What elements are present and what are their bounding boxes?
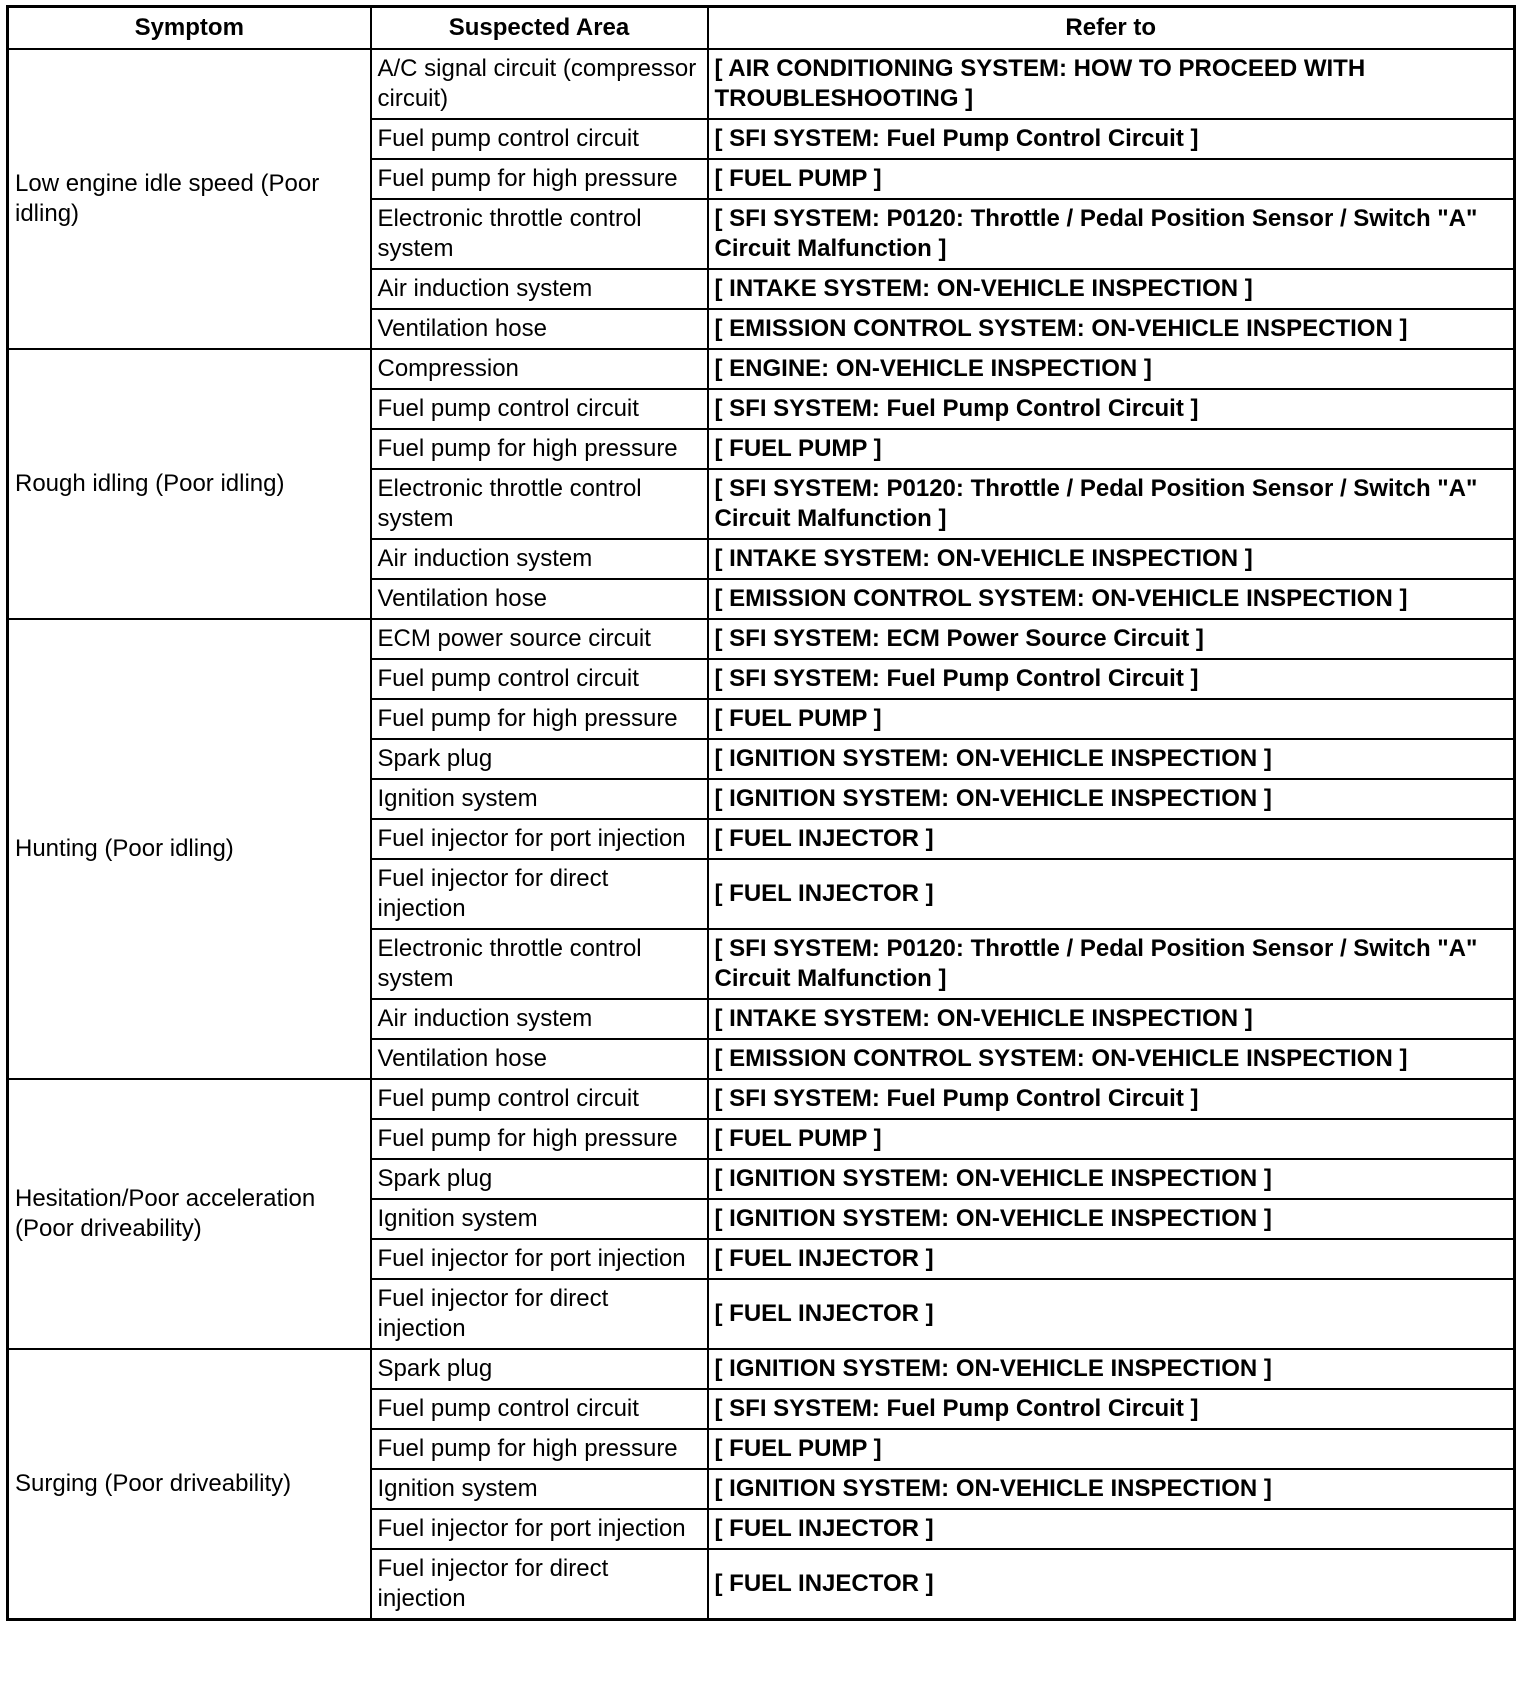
refer-to-cell: [ IGNITION SYSTEM: ON-VEHICLE INSPECTION ]: [708, 1349, 1515, 1389]
refer-to-cell: [ SFI SYSTEM: Fuel Pump Control Circuit ]: [708, 659, 1515, 699]
refer-to-cell: [ EMISSION CONTROL SYSTEM: ON-VEHICLE INSPECTION ]: [708, 1039, 1515, 1079]
suspected-area-cell: Compression: [371, 349, 708, 389]
suspected-area-cell: Fuel pump control circuit: [371, 1079, 708, 1119]
suspected-area-cell: Ignition system: [371, 1469, 708, 1509]
suspected-area-cell: Fuel injector for port injection: [371, 1509, 708, 1549]
refer-to-cell: [ SFI SYSTEM: Fuel Pump Control Circuit ]: [708, 1389, 1515, 1429]
symptom-table: [6, 5, 1516, 1621]
refer-to-cell: [ AIR CONDITIONING SYSTEM: HOW TO PROCEED WITH TROUBLESHOOTING ]: [708, 49, 1515, 119]
suspected-area-cell: Fuel pump for high pressure: [371, 1119, 708, 1159]
refer-to-cell: [ FUEL INJECTOR ]: [708, 859, 1515, 929]
symptom-cell: Low engine idle speed (Poor idling): [8, 49, 371, 349]
suspected-area-cell: Ignition system: [371, 1199, 708, 1239]
suspected-area-cell: Spark plug: [371, 739, 708, 779]
suspected-area-cell: Electronic throttle control system: [371, 929, 708, 999]
table-row: [8, 49, 1515, 119]
refer-to-cell: [ SFI SYSTEM: P0120: Throttle / Pedal Position Sensor / Switch "A" Circuit Malfunction ]: [708, 929, 1515, 999]
refer-to-cell: [ IGNITION SYSTEM: ON-VEHICLE INSPECTION ]: [708, 1159, 1515, 1199]
suspected-area-cell: Fuel pump control circuit: [371, 389, 708, 429]
troubleshooting-document: [6, 5, 1516, 1621]
symptom-cell: Surging (Poor driveability): [8, 1349, 371, 1620]
header-symptom: Symptom: [8, 7, 371, 50]
suspected-area-cell: Spark plug: [371, 1159, 708, 1199]
suspected-area-cell: Air induction system: [371, 539, 708, 579]
refer-to-cell: [ FUEL PUMP ]: [708, 699, 1515, 739]
symptom-cell: Hunting (Poor idling): [8, 619, 371, 1079]
suspected-area-cell: Fuel injector for direct injection: [371, 1279, 708, 1349]
suspected-area-cell: Electronic throttle control system: [371, 199, 708, 269]
table-row: [8, 1079, 1515, 1119]
refer-to-cell: [ INTAKE SYSTEM: ON-VEHICLE INSPECTION ]: [708, 999, 1515, 1039]
refer-to-cell: [ FUEL INJECTOR ]: [708, 1239, 1515, 1279]
suspected-area-cell: Fuel pump for high pressure: [371, 699, 708, 739]
refer-to-cell: [ SFI SYSTEM: ECM Power Source Circuit ]: [708, 619, 1515, 659]
table-row: [8, 349, 1515, 389]
suspected-area-cell: Ventilation hose: [371, 309, 708, 349]
suspected-area-cell: Fuel injector for port injection: [371, 1239, 708, 1279]
refer-to-cell: [ FUEL PUMP ]: [708, 429, 1515, 469]
refer-to-cell: [ SFI SYSTEM: Fuel Pump Control Circuit ]: [708, 389, 1515, 429]
refer-to-cell: [ INTAKE SYSTEM: ON-VEHICLE INSPECTION ]: [708, 269, 1515, 309]
refer-to-cell: [ SFI SYSTEM: Fuel Pump Control Circuit ]: [708, 1079, 1515, 1119]
table-header: [8, 7, 1515, 50]
suspected-area-cell: Electronic throttle control system: [371, 469, 708, 539]
suspected-area-cell: Fuel pump control circuit: [371, 659, 708, 699]
header-refer-to: Refer to: [708, 7, 1515, 50]
header-row: [8, 7, 1515, 50]
refer-to-cell: [ SFI SYSTEM: Fuel Pump Control Circuit ]: [708, 119, 1515, 159]
refer-to-cell: [ SFI SYSTEM: P0120: Throttle / Pedal Position Sensor / Switch "A" Circuit Malfunction ]: [708, 199, 1515, 269]
refer-to-cell: [ FUEL PUMP ]: [708, 1429, 1515, 1469]
refer-to-cell: [ IGNITION SYSTEM: ON-VEHICLE INSPECTION ]: [708, 1199, 1515, 1239]
suspected-area-cell: Fuel pump control circuit: [371, 1389, 708, 1429]
suspected-area-cell: Fuel pump for high pressure: [371, 1429, 708, 1469]
refer-to-cell: [ IGNITION SYSTEM: ON-VEHICLE INSPECTION ]: [708, 739, 1515, 779]
refer-to-cell: [ EMISSION CONTROL SYSTEM: ON-VEHICLE INSPECTION ]: [708, 579, 1515, 619]
suspected-area-cell: Fuel pump control circuit: [371, 119, 708, 159]
table-row: [8, 1349, 1515, 1389]
refer-to-cell: [ EMISSION CONTROL SYSTEM: ON-VEHICLE INSPECTION ]: [708, 309, 1515, 349]
suspected-area-cell: Spark plug: [371, 1349, 708, 1389]
table-body: [8, 49, 1515, 1620]
header-suspected-area: Suspected Area: [371, 7, 708, 50]
suspected-area-cell: Fuel injector for direct injection: [371, 859, 708, 929]
suspected-area-cell: Fuel injector for direct injection: [371, 1549, 708, 1620]
suspected-area-cell: Air induction system: [371, 269, 708, 309]
refer-to-cell: [ FUEL INJECTOR ]: [708, 1509, 1515, 1549]
suspected-area-cell: ECM power source circuit: [371, 619, 708, 659]
symptom-cell: Hesitation/Poor acceleration (Poor driveability): [8, 1079, 371, 1349]
suspected-area-cell: Fuel injector for port injection: [371, 819, 708, 859]
refer-to-cell: [ FUEL PUMP ]: [708, 159, 1515, 199]
table-row: [8, 619, 1515, 659]
refer-to-cell: [ FUEL INJECTOR ]: [708, 1549, 1515, 1620]
refer-to-cell: [ INTAKE SYSTEM: ON-VEHICLE INSPECTION ]: [708, 539, 1515, 579]
symptom-cell: Rough idling (Poor idling): [8, 349, 371, 619]
refer-to-cell: [ FUEL INJECTOR ]: [708, 819, 1515, 859]
suspected-area-cell: A/C signal circuit (compressor circuit): [371, 49, 708, 119]
suspected-area-cell: Ventilation hose: [371, 1039, 708, 1079]
suspected-area-cell: Air induction system: [371, 999, 708, 1039]
suspected-area-cell: Ventilation hose: [371, 579, 708, 619]
suspected-area-cell: Ignition system: [371, 779, 708, 819]
refer-to-cell: [ FUEL PUMP ]: [708, 1119, 1515, 1159]
refer-to-cell: [ SFI SYSTEM: P0120: Throttle / Pedal Position Sensor / Switch "A" Circuit Malfunction ]: [708, 469, 1515, 539]
refer-to-cell: [ IGNITION SYSTEM: ON-VEHICLE INSPECTION ]: [708, 779, 1515, 819]
suspected-area-cell: Fuel pump for high pressure: [371, 429, 708, 469]
refer-to-cell: [ ENGINE: ON-VEHICLE INSPECTION ]: [708, 349, 1515, 389]
suspected-area-cell: Fuel pump for high pressure: [371, 159, 708, 199]
refer-to-cell: [ IGNITION SYSTEM: ON-VEHICLE INSPECTION ]: [708, 1469, 1515, 1509]
refer-to-cell: [ FUEL INJECTOR ]: [708, 1279, 1515, 1349]
